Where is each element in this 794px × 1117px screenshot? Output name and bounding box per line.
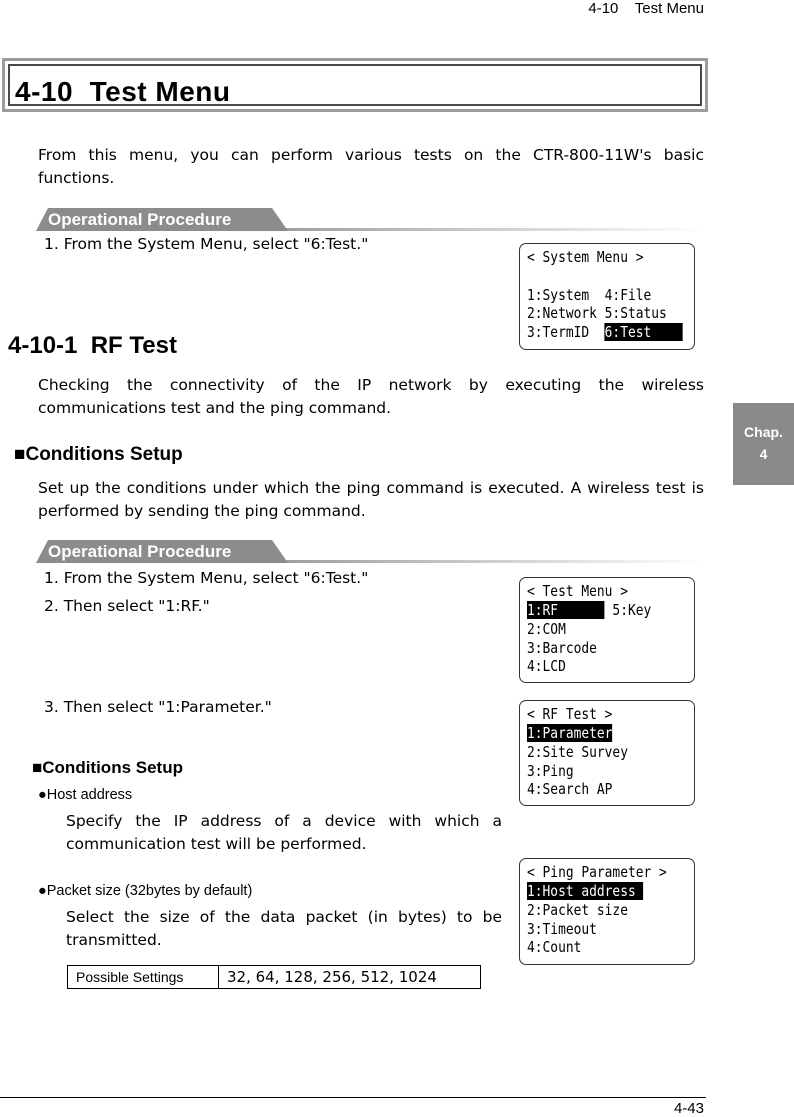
- screen-line: 1:RF 5:Key: [527, 601, 652, 619]
- title-number: 4-10: [15, 76, 74, 107]
- footer-divider: [0, 1097, 706, 1098]
- screen-line: 4:Search AP: [527, 780, 613, 798]
- table-row: [68, 966, 481, 989]
- screen-title: < Ping Parameter >: [527, 863, 667, 881]
- selected-item-highlight: 1:RF: [527, 601, 605, 619]
- screen-line: 3:Timeout: [527, 920, 597, 938]
- table-label-cell: Possible Settings: [68, 966, 219, 989]
- table-value-cell: 32, 64, 128, 256, 512, 1024: [219, 966, 481, 989]
- chapter-number: 4: [759, 446, 768, 462]
- conditions-description: Set up the conditions under which the ping command is executed. A wireless test is performed by sending the ping command.: [38, 479, 704, 520]
- possible-settings-table: [67, 965, 481, 989]
- header-section: 4-10: [588, 0, 619, 17]
- op-label: Operational Procedure: [48, 542, 232, 561]
- system-menu-screen: [519, 243, 695, 350]
- operational-procedure-bar: [36, 205, 706, 237]
- screen-line: 1:System 4:File: [527, 286, 652, 304]
- procedure2-step3: 3. Then select "1:Parameter.": [44, 698, 272, 716]
- screen-line: 2:Packet size: [527, 901, 628, 919]
- subsection-heading: 4-10-1 RF Test: [8, 332, 177, 359]
- header-title: Test Menu: [634, 0, 704, 17]
- chapter-tab: [733, 403, 794, 485]
- section-title-box: [2, 58, 708, 112]
- screen-line: 3:Barcode: [527, 639, 597, 657]
- procedure1-step1: 1. From the System Menu, select "6:Test.": [44, 235, 369, 253]
- packet-size-label: ●Packet size (32bytes by default): [38, 883, 253, 899]
- screen-line: 4:LCD: [527, 657, 566, 675]
- host-address-label: ●Host address: [38, 787, 133, 803]
- procedure2-step1: 1. From the System Menu, select "6:Test.": [44, 569, 369, 587]
- conditions-heading: ■Conditions Setup: [14, 444, 183, 465]
- page-title: [15, 76, 231, 108]
- title-text: Test Menu: [89, 76, 231, 107]
- screen-line: 4:Count: [527, 938, 582, 956]
- screen-title: < Test Menu >: [527, 582, 628, 600]
- procedure2-step2: 2. Then select "1:RF.": [44, 597, 210, 615]
- ping-parameter-screen: [519, 858, 695, 965]
- running-header: [588, 0, 704, 17]
- page-number: 4-43: [673, 1100, 704, 1117]
- rf-test-description: Checking the connectivity of the IP network by executing the wireless communications test and the ping command.: [38, 376, 704, 417]
- screen-line: 2:COM: [527, 620, 566, 638]
- screen-line: 3:Ping: [527, 762, 574, 780]
- selected-item-highlight: 1:Host address: [527, 882, 644, 900]
- selected-item-highlight: 1:Parameter: [527, 724, 613, 742]
- screen-line: [527, 724, 612, 742]
- test-menu-screen: [519, 577, 695, 683]
- screen-line: 2:Network 5:Status: [527, 304, 667, 322]
- screen-line: [527, 882, 644, 900]
- selected-item-highlight: 6:Test: [604, 323, 683, 341]
- screen-line: 3:TermID 6:Test: [527, 323, 683, 341]
- op-label: Operational Procedure: [48, 210, 232, 229]
- conditions-subheading: ■Conditions Setup: [32, 758, 183, 777]
- rf-test-screen: [519, 700, 695, 806]
- screen-title: < System Menu >: [527, 248, 644, 266]
- screen-line: 2:Site Survey: [527, 743, 628, 761]
- operational-procedure-bar: [36, 537, 706, 569]
- host-address-description: Specify the IP address of a device with which a communication test will be performed.: [66, 812, 502, 853]
- packet-size-description: Select the size of the data packet (in bytes) to be transmitted.: [66, 908, 502, 949]
- chapter-label: Chap.: [744, 424, 783, 440]
- intro-paragraph: From this menu, you can perform various tests on the CTR-800-11W's basic functions.: [38, 146, 704, 187]
- screen-title: < RF Test >: [527, 705, 613, 723]
